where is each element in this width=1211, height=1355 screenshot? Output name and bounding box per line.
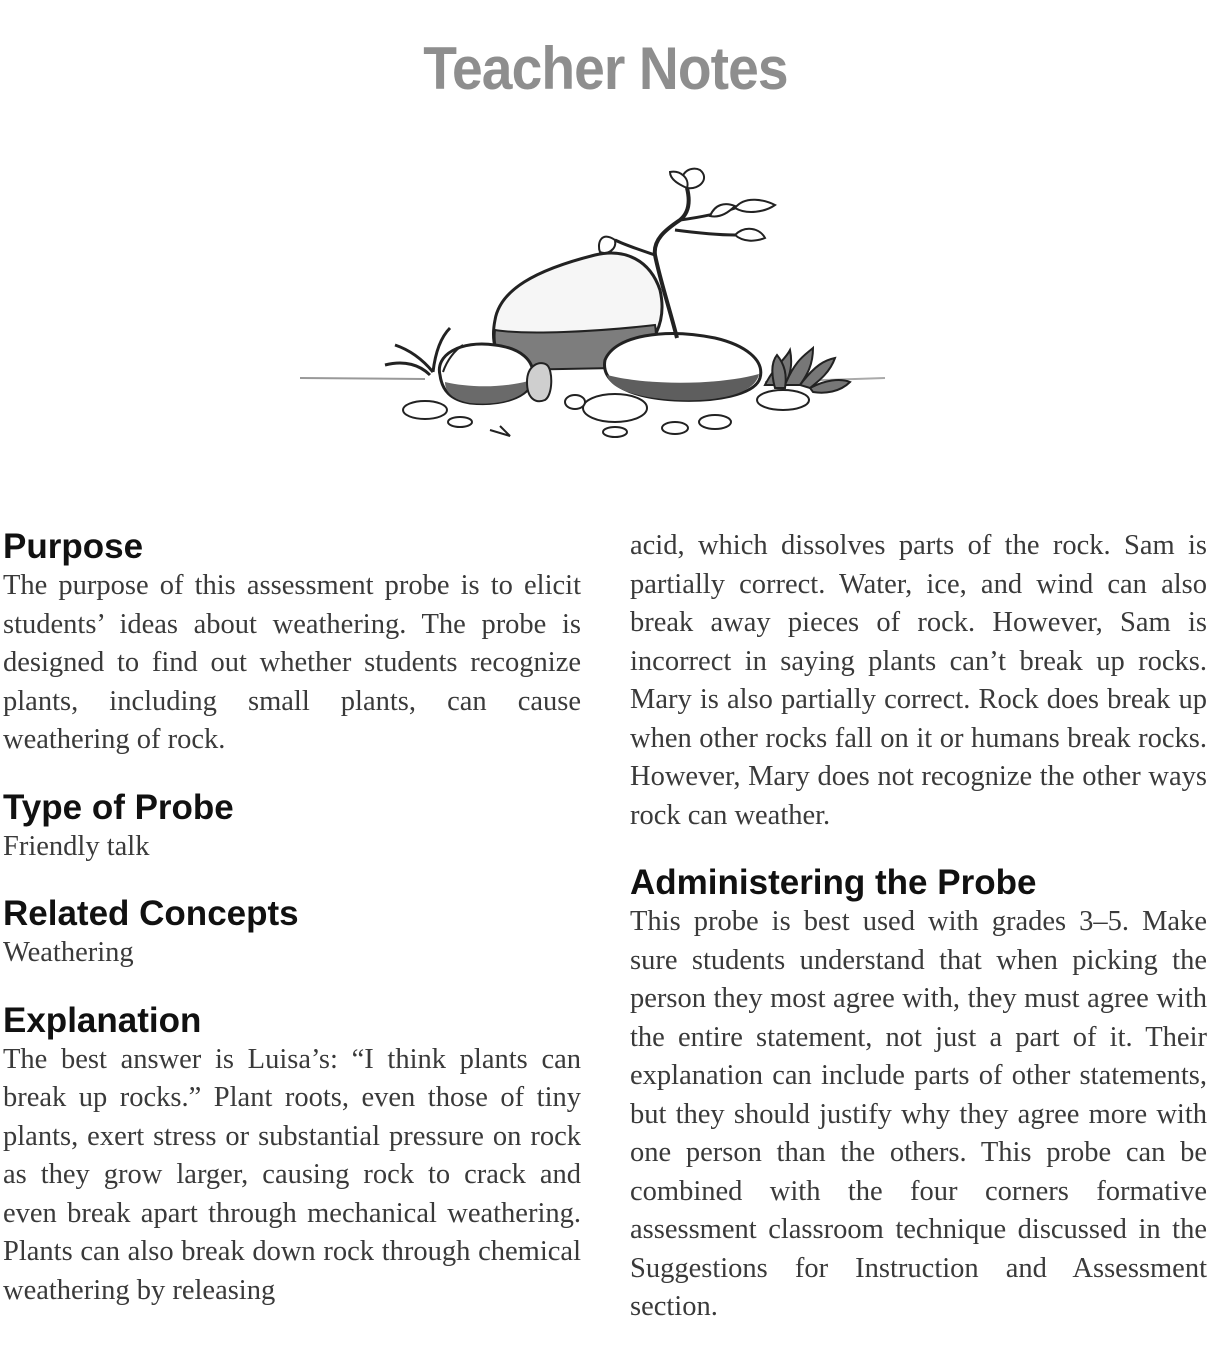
page-title: Teacher Notes [423, 35, 788, 103]
type-of-probe-text: Friendly talk [3, 830, 150, 862]
explanation-heading: Explanation [3, 1000, 202, 1040]
explanation-text-part1: The best answer is Luisa’s: “I think plants can break up rocks.” Plant roots, even those of tiny plants, exert stress or substantial pressure on rock as they grow larger, causing rock to crack and even break apart through mechanical weathering. Plants can also break down rock through chemical weathering by releasing [3, 1043, 581, 1306]
related-concepts-text: Weathering [3, 937, 134, 968]
related-concepts-heading: Related Concepts [3, 894, 299, 933]
explanation-text-part2: acid, which dissolves parts of the rock. Sam is partially correct. Water, ice, and wind can also break away pieces of rock. However, Sam is incorrect in saying plants can’t break up rocks. Mary is also partially correct. Rock does break up when other rocks fall on it or humans break rocks. However, Mary does not recognize the other ways rock can weather. [630, 530, 1207, 831]
purpose-heading: Purpose [3, 527, 144, 566]
plant-growing-through-rocks-icon [295, 160, 895, 450]
purpose-section [3, 527, 581, 760]
administering-section [630, 863, 1207, 1327]
administering-heading: Administering the Probe [630, 863, 1037, 902]
type-of-probe-heading: Type of Probe [3, 787, 234, 827]
right-column [630, 527, 1207, 1355]
administering-text: This probe is best used with grades 3–5. Make sure students understand that when picking the person they most agree with, they must agree with the entire statement, not just a part of it. Their explanation can include parts of other statements, but they should justify why they agree more with one person than the others. This probe can be combined with the four corners formative assessment classroom technique discussed in the Suggestions for Instruction and Assessment section. [630, 906, 1207, 1322]
type-of-probe-section [3, 788, 581, 867]
purpose-text: The purpose of this assessment probe is to elicit students’ ideas about weathering. The probe is designed to find out whether students recognize plants, including small plants, can cause weathering of rock. [3, 570, 581, 755]
related-concepts-section [3, 894, 581, 973]
explanation-section [3, 1001, 581, 1311]
explanation-continued [630, 527, 1207, 835]
left-column [3, 527, 581, 1338]
